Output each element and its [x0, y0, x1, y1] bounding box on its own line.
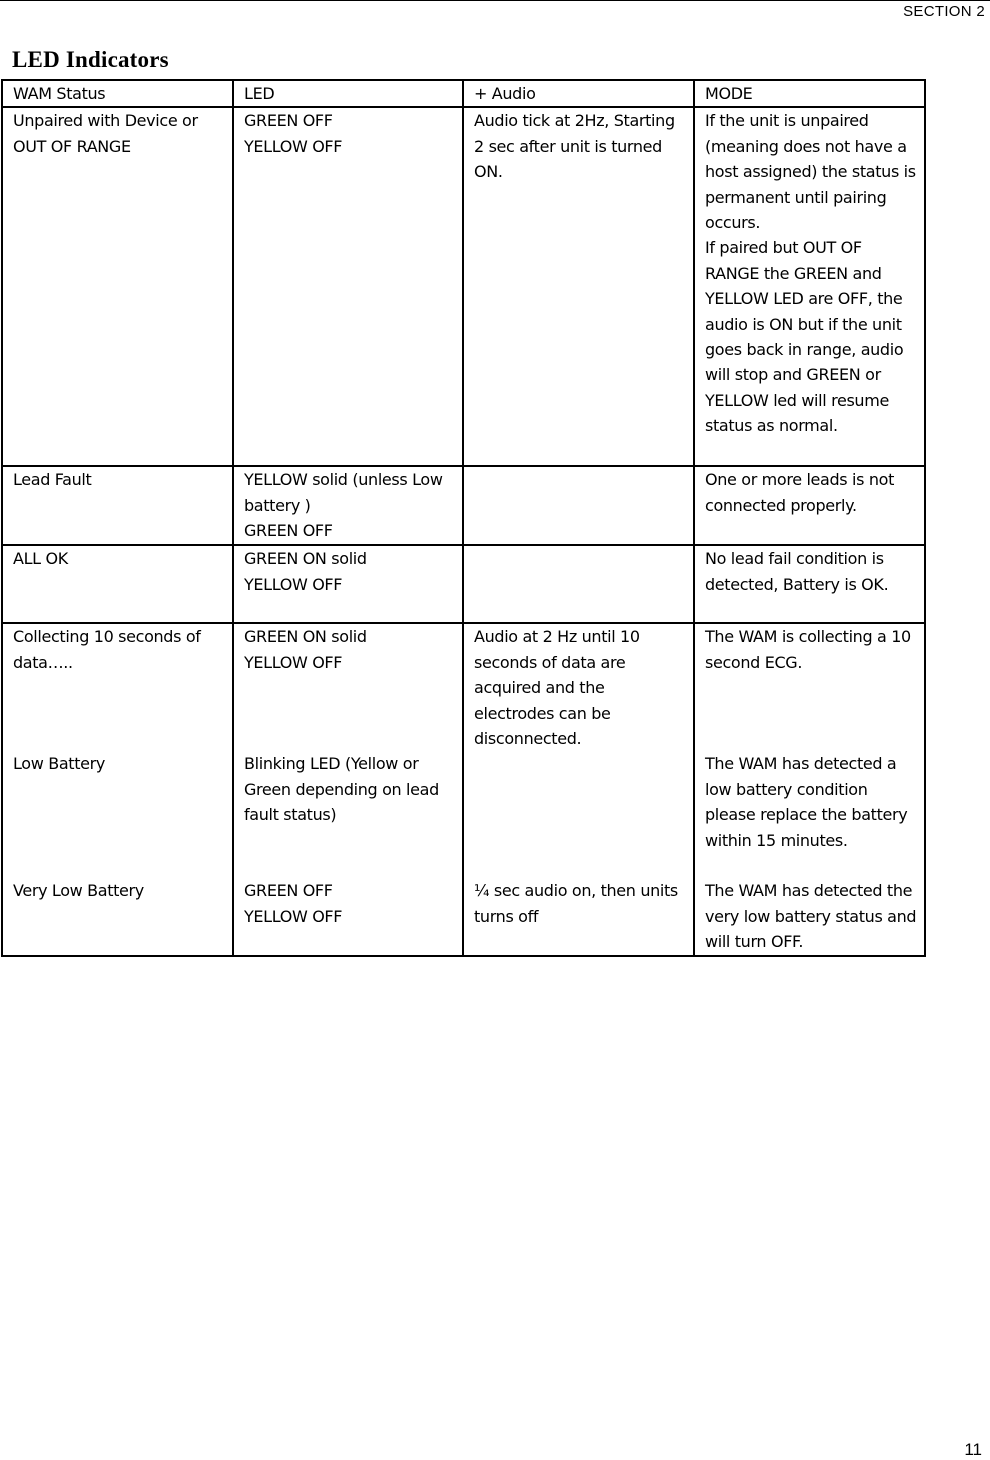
- led-indicators-table: [1, 79, 926, 957]
- cell-mode: The WAM has detected a low battery condition please replace the battery within 15 minutes.: [694, 751, 925, 878]
- table-row: [2, 466, 925, 545]
- cell-mode: No lead fail condition is detected, Battery is OK.: [694, 545, 925, 623]
- cell-wam-status: ALL OK: [2, 545, 233, 623]
- column-header-wam-status: WAM Status: [2, 80, 233, 107]
- table-row: [2, 107, 925, 466]
- column-header-mode: MODE: [694, 80, 925, 107]
- table-row: [2, 623, 925, 751]
- cell-mode: One or more leads is not connected properly.: [694, 466, 925, 545]
- table-row: [2, 878, 925, 955]
- cell-led: GREEN ON solid YELLOW OFF: [233, 623, 463, 751]
- cell-wam-status: Unpaired with Device or OUT OF RANGE: [2, 107, 233, 466]
- cell-audio: ¼ sec audio on, then units turns off: [463, 878, 694, 955]
- table-header-row: [2, 80, 925, 107]
- cell-led: GREEN ON solid YELLOW OFF: [233, 545, 463, 623]
- cell-wam-status: Very Low Battery: [2, 878, 233, 955]
- cell-wam-status: Collecting 10 seconds of data…..: [2, 623, 233, 751]
- cell-audio: Audio at 2 Hz until 10 seconds of data are acquired and the electrodes can be disconnected.: [463, 623, 694, 751]
- cell-wam-status: Low Battery: [2, 751, 233, 878]
- cell-led: GREEN OFF YELLOW OFF: [233, 878, 463, 955]
- cell-audio: Audio tick at 2Hz, Starting 2 sec after unit is turned ON.: [463, 107, 694, 466]
- cell-audio: [463, 466, 694, 545]
- cell-mode: The WAM has detected the very low battery status and will turn OFF.: [694, 878, 925, 955]
- cell-audio: [463, 545, 694, 623]
- header-rule: [0, 0, 990, 1]
- page-number: 11: [964, 1440, 982, 1459]
- column-header-audio: + Audio: [463, 80, 694, 107]
- cell-mode: The WAM is collecting a 10 second ECG.: [694, 623, 925, 751]
- table-row: [2, 751, 925, 878]
- section-label: SECTION 2: [903, 3, 985, 20]
- table-row: [2, 545, 925, 623]
- cell-wam-status: Lead Fault: [2, 466, 233, 545]
- page-title: LED Indicators: [12, 47, 169, 72]
- cell-led: GREEN OFF YELLOW OFF: [233, 107, 463, 466]
- cell-led: Blinking LED (Yellow or Green depending on lead fault status): [233, 751, 463, 878]
- cell-audio: [463, 751, 694, 878]
- cell-led: YELLOW solid (unless Low battery ) GREEN OFF: [233, 466, 463, 545]
- column-header-led: LED: [233, 80, 463, 107]
- cell-mode: If the unit is unpaired (meaning does not have a host assigned) the status is permanent until pairing occurs. If paired but OUT OF RANGE the GREEN and YELLOW LED are OFF, the audio is ON but if the unit goes back in range, audio will stop and GREEN or YELLOW led will resume status as normal.: [694, 107, 925, 466]
